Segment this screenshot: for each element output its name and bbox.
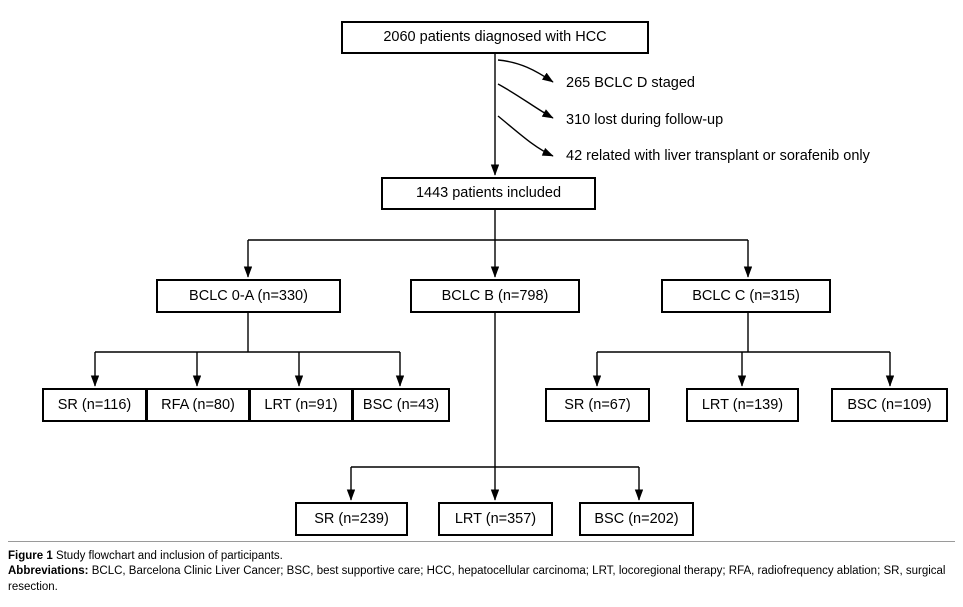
exclusion-label-3: 42 related with liver transplant or sorafenib only	[566, 148, 870, 164]
node-bclc0a-bsc: BSC (n=43)	[352, 388, 450, 422]
node-bclc0a-rfa: RFA (n=80)	[146, 388, 250, 422]
node-bclcb-sr: SR (n=239)	[295, 502, 408, 536]
figure-title: Study flowchart and inclusion of participants.	[55, 550, 283, 562]
figure-caption	[8, 549, 955, 595]
exclusion-label-2: 310 lost during follow-up	[566, 112, 724, 128]
caption-divider	[8, 541, 955, 542]
node-total-patients: 2060 patients diagnosed with HCC	[341, 21, 649, 54]
abbreviations-label: Abbreviations:	[8, 565, 89, 578]
node-bclcc-bsc: BSC (n=109)	[831, 388, 948, 422]
node-bclcb-bsc: BSC (n=202)	[579, 502, 694, 536]
caption-title-line	[8, 549, 955, 564]
abbreviations-text: BCLC, Barcelona Clinic Liver Cancer; BSC, best supportive care; HCC, hepatocellular carcinoma; LRT, locoregional therapy; RFA, radiofrequency ablation; SR, surgical resection.	[8, 565, 946, 593]
node-bclc-0a: BCLC 0-A (n=330)	[156, 279, 341, 313]
node-bclcc-lrt: LRT (n=139)	[686, 388, 799, 422]
caption-abbrev-line	[8, 564, 955, 595]
node-bclcb-lrt: LRT (n=357)	[438, 502, 553, 536]
figure-label: Figure 1	[8, 550, 53, 562]
node-bclc0a-lrt: LRT (n=91)	[249, 388, 353, 422]
node-included-patients: 1443 patients included	[381, 177, 596, 210]
node-bclcc-sr: SR (n=67)	[545, 388, 650, 422]
node-bclc0a-sr: SR (n=116)	[42, 388, 147, 422]
exclusion-label-1: 265 BCLC D staged	[566, 75, 695, 91]
node-bclc-b: BCLC B (n=798)	[410, 279, 580, 313]
node-bclc-c: BCLC C (n=315)	[661, 279, 831, 313]
